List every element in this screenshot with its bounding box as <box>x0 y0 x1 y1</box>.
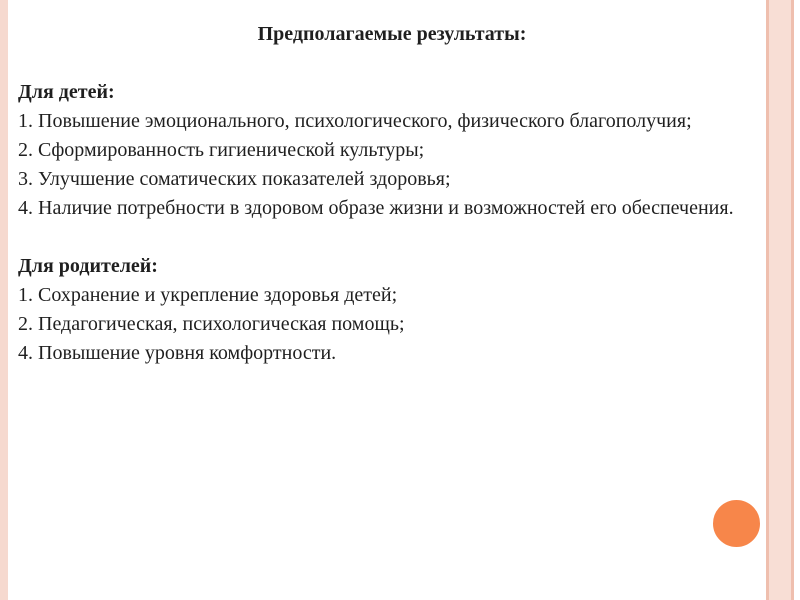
spacer <box>18 223 758 252</box>
slide-title: Предполагаемые результаты: <box>257 23 527 45</box>
section-heading-children: Для детей: <box>18 81 115 103</box>
slide-left-border <box>0 0 8 600</box>
slide-content <box>18 20 758 368</box>
section-children <box>18 78 758 223</box>
list-item: 3. Улучшение соматических показателей здоровья; <box>18 168 451 190</box>
slide-right-border-outer-line <box>791 0 794 600</box>
section-parents <box>18 252 758 368</box>
list-item: 4. Наличие потребности в здоровом образе жизни и возможностей его обеспечения. <box>18 197 734 219</box>
accent-circle <box>711 498 762 549</box>
list-item: 2. Сформированность гигиенической культуры; <box>18 139 425 161</box>
slide-right-border-band <box>769 0 791 600</box>
list-item: 4. Повышение уровня комфортности. <box>18 342 337 364</box>
list-item: 2. Педагогическая, психологическая помощь; <box>18 313 405 335</box>
list-item: 1. Повышение эмоционального, психологического, физического благополучия; <box>18 110 692 132</box>
spacer <box>18 49 758 78</box>
section-heading-parents: Для родителей: <box>18 255 158 277</box>
list-item: 1. Сохранение и укрепление здоровья детей; <box>18 284 398 306</box>
